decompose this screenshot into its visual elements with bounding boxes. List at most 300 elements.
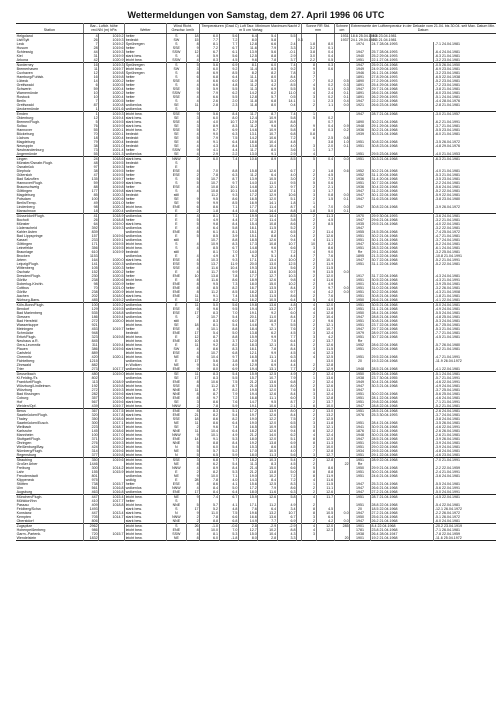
temp-max-cell: 9.6 bbox=[238, 58, 257, 63]
temp-max-cell: 18.1 bbox=[238, 270, 257, 274]
temp-air-cell: 4.5 bbox=[200, 339, 219, 343]
temp-min-cell: 8.8 bbox=[258, 234, 277, 238]
max-record-cell: 30.0 22.04.1968 bbox=[370, 392, 433, 396]
temp-air-cell: 7.8 bbox=[200, 404, 219, 409]
dewpoint-cell: 7.6 bbox=[219, 400, 238, 404]
sun-hours-cell: 2 bbox=[302, 258, 316, 262]
temp-air-cell: 10.7 bbox=[200, 181, 219, 185]
min-record-cell: -5.3 21.04.1981 bbox=[434, 173, 496, 177]
temp-air-cell: 6.8 bbox=[200, 458, 219, 463]
temp-5cm-cell: 2.1 bbox=[277, 404, 296, 409]
wind-direction-cell: ENE bbox=[166, 396, 187, 400]
min-record-cell: -5.7 21.04.1991 bbox=[434, 376, 496, 380]
wind-speed-cell: 26 bbox=[187, 524, 200, 529]
since-year-cell: 1951 bbox=[350, 294, 371, 298]
pressure-cell: 1020.4 bbox=[99, 136, 125, 140]
temp-air-cell: 8.2 bbox=[200, 470, 219, 474]
station-cell: Garm.-Partenk. bbox=[16, 532, 42, 537]
table-header-row bbox=[16, 24, 496, 34]
rain-cell: 2.0 bbox=[316, 144, 334, 148]
altitude-cell: 100 bbox=[83, 433, 99, 437]
since-year-cell: 1948 bbox=[350, 433, 371, 437]
altitude-cell: 100 bbox=[83, 303, 99, 308]
pressure-cell: 1020.9 bbox=[99, 58, 125, 63]
dewpoint-cell: 5.4 bbox=[219, 413, 238, 417]
pressure-cell: 1020.9 bbox=[99, 282, 125, 286]
altitude-cell: 73 bbox=[83, 148, 99, 152]
snow-cell: 0.8 bbox=[334, 136, 350, 140]
rain-cell: 11.9 bbox=[316, 307, 334, 311]
pressure-cell: 1020.2 bbox=[99, 79, 125, 83]
station-cell: Leipzig/Flugh. bbox=[16, 262, 39, 267]
min-record-cell: -4.6 24.04.1981 bbox=[434, 396, 496, 400]
rain-cell: 7.6 bbox=[316, 294, 334, 298]
wind-speed-cell: 2 bbox=[187, 515, 200, 519]
sun-hours-cell: 4 bbox=[302, 152, 316, 157]
wind-speed-cell: 11 bbox=[187, 429, 200, 433]
temp-air-cell: 10.7 bbox=[200, 238, 219, 242]
wind-speed-cell: 4 bbox=[187, 95, 200, 99]
weather-cell: wolkenlos bbox=[125, 209, 166, 214]
dewpoint-cell: 2.3 bbox=[219, 103, 238, 107]
since-year-cell: 1950 bbox=[350, 298, 371, 303]
pressure-cell: 1019.8 bbox=[99, 185, 125, 189]
temp-max-cell: 16.2 bbox=[238, 298, 257, 303]
wind-direction-cell: S bbox=[166, 315, 187, 319]
sun-hours-cell: 8 bbox=[302, 474, 316, 478]
temp-max-cell: 16.7 bbox=[238, 286, 257, 290]
station-cell: Osnabrück bbox=[16, 165, 34, 170]
altitude-cell: 177 bbox=[83, 189, 99, 193]
snow-cell: 285 bbox=[334, 524, 350, 529]
altitude-cell: 463 bbox=[83, 490, 99, 495]
weather-cell: heiter bbox=[125, 185, 166, 189]
temp-air-cell: 8.9 bbox=[200, 466, 219, 470]
rain-cell: 10.7 bbox=[316, 327, 334, 331]
altitude-cell: 377 bbox=[83, 453, 99, 458]
temp-max-cell: 14.0 bbox=[238, 181, 257, 185]
temp-min-cell: 9.7 bbox=[258, 323, 277, 327]
sun-hours-cell: 2 bbox=[302, 519, 316, 524]
wind-direction-cell: SE bbox=[166, 136, 187, 140]
since-year-cell: Re bbox=[350, 250, 371, 254]
wind-direction-cell: S bbox=[166, 242, 187, 246]
temp-max-cell: 11.3 bbox=[238, 462, 257, 466]
wind-speed-cell: 2 bbox=[187, 425, 200, 429]
weather-cell: wolkenlos bbox=[125, 230, 166, 234]
dewpoint-cell: 4.9 bbox=[219, 433, 238, 437]
temp-max-cell: 13.9 bbox=[238, 177, 257, 181]
temp-max-cell: 19.1 bbox=[238, 311, 257, 315]
since-year-cell: 1951 bbox=[350, 262, 371, 266]
wind-speed-cell: 15 bbox=[187, 38, 200, 42]
wind-direction-cell: S bbox=[166, 75, 187, 79]
temp-air-cell: 11.7 bbox=[200, 270, 219, 274]
rain-cell: 2.1 bbox=[316, 185, 334, 189]
since-year-cell: 1890 bbox=[350, 120, 371, 124]
wind-direction-cell: ENE bbox=[166, 413, 187, 417]
min-record-cell: -5.2 22.04.1981 bbox=[434, 262, 496, 266]
min-record-cell: -4.3 21.04.1908 bbox=[434, 290, 496, 294]
temp-air-cell: 7.8 bbox=[200, 173, 219, 177]
altitude-cell: 1215 bbox=[83, 359, 99, 363]
temp-min-cell: 7.8 bbox=[258, 58, 277, 63]
temp-air-cell: 10.7 bbox=[200, 315, 219, 319]
min-record-cell: -4.6 22.04.1991 bbox=[434, 380, 496, 384]
station-cell: Karlsruhe bbox=[16, 429, 32, 434]
wind-direction-cell: S bbox=[166, 42, 187, 46]
max-record-cell: 28.5 21.04.1968 bbox=[370, 367, 433, 372]
station-cell: Lahr bbox=[16, 470, 24, 475]
temp-5cm-cell: 2.9 bbox=[277, 152, 296, 157]
dewpoint-cell: 3.9 bbox=[219, 234, 238, 238]
wind-direction-cell: ENE bbox=[166, 290, 187, 294]
station-cell: Chemnitz bbox=[16, 355, 32, 360]
snow-cell: 0.3 bbox=[334, 87, 350, 91]
temp-min-cell: 11.4 bbox=[258, 218, 277, 222]
rain-cell: 2.4 bbox=[316, 91, 334, 95]
temp-air-cell: 5.6 bbox=[200, 63, 219, 68]
sun-hours-cell: 2 bbox=[302, 417, 316, 421]
station-cell: Gera-Leumnitz bbox=[16, 343, 41, 348]
max-record-cell: 24.9 29.04.1993 bbox=[370, 67, 433, 71]
rain-cell: 12.0 bbox=[316, 274, 334, 278]
wind-direction-cell: S bbox=[166, 71, 187, 75]
min-record-cell: -2.6 21.04.1981 bbox=[434, 433, 496, 437]
since-year-cell: 1947 bbox=[350, 519, 371, 524]
station-cell: Bad Lippspringe bbox=[16, 234, 43, 239]
max-record-cell: 29.9 30.04.1993 bbox=[370, 214, 433, 219]
min-record-cell: -7.7 21.04.1981 bbox=[434, 331, 496, 335]
temp-5cm-cell: 10.5 bbox=[277, 270, 296, 274]
sun-hours-cell: 2 bbox=[302, 173, 316, 177]
wind-speed-cell: 9 bbox=[187, 148, 200, 152]
station-cell: Berlin/Temp. bbox=[16, 201, 37, 206]
weather-cell: leicht bew. bbox=[125, 67, 166, 71]
temp-5cm-cell: 8.6 bbox=[277, 222, 296, 226]
min-record-cell: -6.9 23.04.1981 bbox=[434, 67, 496, 71]
weather-cell: stark bew. bbox=[125, 507, 166, 511]
snow-cell: 0.5 bbox=[334, 79, 350, 83]
temp-5cm-cell: 6.8 bbox=[277, 380, 296, 384]
wind-direction-cell: S bbox=[166, 181, 187, 185]
since-year-cell: 1781 bbox=[350, 528, 371, 532]
min-record-cell: -5.5 24.04.1981 bbox=[434, 482, 496, 486]
altitude-cell: 1 bbox=[83, 107, 99, 112]
wind-speed-cell: 5 bbox=[187, 87, 200, 91]
temp-min-cell: 9.2 bbox=[258, 311, 277, 315]
temp-max-cell: 19.2 bbox=[238, 441, 257, 445]
min-record-cell: -3.6 24.04.1981 bbox=[434, 214, 496, 219]
weather-cell: stark bew. bbox=[125, 515, 166, 519]
temp-air-cell: 8.9 bbox=[200, 124, 219, 128]
min-record-cell: -3.7 25.04.1981 bbox=[434, 388, 496, 392]
temp-5cm-cell: 7.2 bbox=[277, 250, 296, 254]
blank-cell: 0.3 bbox=[297, 38, 303, 43]
since-year-cell: 1951 bbox=[350, 421, 371, 425]
sun-hours-cell: 2 bbox=[302, 177, 316, 181]
dewpoint-cell: 6.0 bbox=[219, 79, 238, 83]
altitude-cell: 272 bbox=[83, 388, 99, 392]
temp-max-cell: 21.0 bbox=[238, 384, 257, 388]
max-record-cell: 29.6 21.04.1968 bbox=[370, 218, 433, 222]
temp-air-cell: 10.8 bbox=[200, 189, 219, 193]
sun-hours-cell: 5 bbox=[302, 388, 316, 392]
temp-5cm-cell: 7.6 bbox=[277, 327, 296, 331]
pressure-cell: 1020.4 bbox=[99, 140, 125, 144]
altitude-cell: 6 bbox=[83, 83, 99, 87]
max-record-cell: 30.5 21.04.1968 bbox=[370, 303, 433, 308]
temp-min-cell: 11.1 bbox=[258, 355, 277, 359]
rain-cell: 10.0 bbox=[316, 445, 334, 449]
max-record-cell: 30.8 22.04.1968 bbox=[370, 140, 433, 144]
dewpoint-cell: 7.9 bbox=[219, 392, 238, 396]
temp-air-cell: 8.1 bbox=[200, 532, 219, 536]
sun-hours-cell: 5 bbox=[302, 298, 316, 303]
wind-speed-cell: 9 bbox=[187, 511, 200, 515]
temp-max-cell: 18.7 bbox=[238, 319, 257, 323]
wind-direction-cell: NNE bbox=[166, 519, 187, 524]
temp-max-cell: 18.9 bbox=[238, 278, 257, 282]
since-year-cell: 1951 bbox=[350, 458, 371, 463]
temp-min-cell: 7.5 bbox=[258, 339, 277, 343]
altitude-cell: 64 bbox=[83, 222, 99, 226]
temp-max-cell: 11.8 bbox=[238, 103, 257, 107]
altitude-cell: 47 bbox=[83, 173, 99, 177]
max-record-cell: 25.6 21.04.1968 bbox=[370, 515, 433, 519]
dewpoint-cell: 7.5 bbox=[219, 380, 238, 384]
dewpoint-cell: 8.2 bbox=[219, 417, 238, 421]
since-year-cell: 1947 bbox=[350, 112, 371, 117]
temp-air-cell: 9.8 bbox=[200, 222, 219, 226]
wind-speed-cell: 3 bbox=[187, 124, 200, 128]
temp-min-cell: 7.8 bbox=[258, 347, 277, 351]
temp-air-cell: 4.9 bbox=[200, 254, 219, 258]
altitude-cell: 424 bbox=[83, 445, 99, 449]
station-cell: Göttingen bbox=[16, 242, 33, 247]
temp-max-cell: 13.8 bbox=[238, 144, 257, 148]
rain-cell: 4.0 bbox=[316, 298, 334, 303]
weather-cell: bedeckt bbox=[125, 331, 166, 335]
min-record-cell: -4.6 22.04.1991 bbox=[434, 425, 496, 429]
altitude-cell: 314 bbox=[83, 449, 99, 453]
temp-5cm-cell: 7.4 bbox=[277, 112, 296, 117]
altitude-cell: 12 bbox=[83, 71, 99, 75]
wind-speed-cell: 9 bbox=[187, 433, 200, 437]
sun-hours-cell: 2 bbox=[302, 230, 316, 234]
dewpoint-cell: 5.6 bbox=[219, 54, 238, 58]
header-station: Station bbox=[16, 24, 83, 34]
temp-max-cell: 13.8 bbox=[238, 331, 257, 335]
temp-5cm-cell: 6.3 bbox=[277, 490, 296, 495]
min-record-cell: -6.1 24.04.1981 bbox=[434, 246, 496, 250]
max-record-cell: 30.2 21.04.1968 bbox=[370, 234, 433, 238]
rain-cell: 0.8 bbox=[316, 193, 334, 197]
sun-hours-cell: 8 bbox=[302, 437, 316, 441]
wind-direction-cell: S bbox=[166, 83, 187, 87]
max-record-cell: 29.7 21.04.1968 bbox=[370, 87, 433, 91]
temp-max-cell: 6.4 bbox=[238, 34, 257, 39]
max-record-cell: 24.6 21.04.1968 bbox=[370, 474, 433, 478]
pressure-cell: 1019.3 bbox=[99, 226, 125, 230]
wind-speed-cell: 5 bbox=[187, 503, 200, 507]
max-record-cell: 25.9 21.04.1968 bbox=[370, 372, 433, 377]
temp-air-cell: 5.6 bbox=[200, 359, 219, 363]
pressure-cell: 1020.3 bbox=[99, 193, 125, 197]
altitude-cell: 975 bbox=[83, 478, 99, 482]
wind-direction-cell: E bbox=[166, 359, 187, 363]
altitude-cell: 986 bbox=[83, 528, 99, 532]
temp-5cm-cell: 8.4 bbox=[277, 75, 296, 79]
dewpoint-cell: 5.6 bbox=[219, 34, 238, 39]
pressure-cell: 1019.2 bbox=[99, 303, 125, 308]
wind-speed-cell: 9 bbox=[187, 495, 200, 500]
weather-cell: heiter bbox=[125, 83, 166, 87]
wind-direction-cell: NE bbox=[166, 536, 187, 541]
pressure-cell: 1018.6 bbox=[99, 157, 125, 162]
station-cell: Angermünde bbox=[16, 152, 38, 157]
dewpoint-cell: 9.7 bbox=[219, 355, 238, 359]
temp-5cm-cell: 7.6 bbox=[277, 388, 296, 392]
dewpoint-cell: 9.2 bbox=[219, 67, 238, 71]
rain-cell: 0.2 bbox=[316, 83, 334, 87]
max-record-cell: 29.1 22.04.1968 bbox=[370, 250, 433, 254]
station-cell: Giessen bbox=[16, 315, 30, 320]
temp-min-cell: 12.6 bbox=[258, 413, 277, 417]
dewpoint-cell: 4.1 bbox=[219, 503, 238, 507]
temp-min-cell: 12.6 bbox=[258, 169, 277, 173]
station-cell: Lingen bbox=[16, 157, 83, 162]
sun-hours-cell: 3.8 bbox=[302, 50, 316, 54]
pressure-cell: 1020.0 bbox=[99, 319, 125, 323]
rain-cell: 4.5 bbox=[316, 173, 334, 177]
wind-speed-cell: 5 bbox=[187, 218, 200, 222]
wind-speed-cell: 2 bbox=[187, 157, 200, 162]
pressure-cell: 1018.8 bbox=[99, 311, 125, 315]
temp-5cm-cell: 2.4 bbox=[277, 42, 296, 46]
station-cell: Thaley bbox=[16, 417, 28, 422]
station-cell: Magdeburg bbox=[16, 140, 35, 145]
min-record-cell: -4.3 21.04.1991 bbox=[434, 278, 496, 282]
min-record-cell: -3.9 26.04.1972 bbox=[434, 205, 496, 209]
max-record-cell: 27.8 29.04.1993 bbox=[370, 75, 433, 79]
temp-air-cell: 6.4 bbox=[200, 226, 219, 230]
min-record-cell: -7.1 24.04.1981 bbox=[434, 42, 496, 46]
wind-direction-cell: SSE bbox=[166, 128, 187, 132]
max-record-cell: 30.0 21.04.1968 bbox=[370, 470, 433, 474]
temp-max-cell: 15.0 bbox=[238, 532, 257, 536]
wind-direction-cell: SE bbox=[166, 425, 187, 429]
station-cell: Plauen bbox=[16, 347, 28, 352]
rain-cell: 0.5 bbox=[316, 58, 334, 63]
temp-air-cell: 5.6 bbox=[200, 112, 219, 117]
since-year-cell: 1891 bbox=[350, 83, 371, 87]
wind-direction-cell: S bbox=[166, 63, 187, 68]
temp-5cm-cell: 6.0 bbox=[277, 396, 296, 400]
sun-hours-cell: 8 bbox=[302, 507, 316, 511]
weather-cell: leicht bew. bbox=[125, 290, 166, 294]
max-record-cell: 28.6 22.04.1968 bbox=[370, 343, 433, 347]
temp-air-cell: 9.1 bbox=[200, 140, 219, 144]
max-record-cell: 29.7 22.04.1968 bbox=[370, 327, 433, 331]
since-year-cell: 1935 bbox=[350, 222, 371, 226]
weather-cell: leicht bew. bbox=[125, 429, 166, 433]
temp-5cm-cell: 0.5 bbox=[277, 95, 296, 99]
altitude-cell: 79 bbox=[83, 140, 99, 144]
wind-speed-cell: 17 bbox=[187, 311, 200, 315]
max-record-cell: 28.7 21.04.1968 bbox=[370, 112, 433, 117]
temp-min-cell: 12.5 bbox=[258, 372, 277, 377]
pressure-cell: 1020.5 bbox=[99, 83, 125, 87]
snow-cell: 0.0 bbox=[334, 193, 350, 197]
rain-cell: 12.8 bbox=[316, 449, 334, 453]
rain-cell: 12.8 bbox=[316, 311, 334, 315]
max-record-cell: 21.3 22.04.1968 bbox=[370, 254, 433, 258]
wind-direction-cell: NE bbox=[166, 495, 187, 500]
sun-hours-cell: 3 bbox=[302, 425, 316, 429]
station-cell: Augsburg bbox=[16, 490, 32, 495]
rain-cell: 2.5 bbox=[316, 136, 334, 140]
station-cell: Bad Hersfeld bbox=[16, 319, 38, 324]
since-year-cell: 1891 bbox=[350, 91, 371, 95]
min-record-cell: -2.4 21.04.1991 bbox=[434, 470, 496, 474]
temp-max-cell: 17.7 bbox=[238, 205, 257, 209]
max-record-cell: 8.4 22.04.1968 bbox=[370, 524, 433, 529]
pressure-cell: 1020.5 bbox=[99, 274, 125, 278]
wind-direction-cell: NNE bbox=[166, 429, 187, 433]
since-year-cell: 1947 bbox=[350, 490, 371, 495]
dewpoint-cell: 5.3 bbox=[219, 532, 238, 536]
min-record-cell: -2.2 26.04.1972 bbox=[434, 511, 496, 515]
temp-5cm-cell: 4.5 bbox=[277, 445, 296, 449]
wind-direction-cell: SSE bbox=[166, 417, 187, 421]
altitude-cell: 18 bbox=[83, 136, 99, 140]
temp-min-cell: 12.8 bbox=[258, 189, 277, 193]
temp-5cm-cell: -2.9 bbox=[277, 524, 296, 529]
temp-min-cell: 10.4 bbox=[258, 144, 277, 148]
since-year-cell: 20 bbox=[350, 507, 371, 511]
altitude-cell: 311 bbox=[83, 343, 99, 347]
temp-5cm-cell: 6.5 bbox=[277, 421, 296, 425]
weather-cell: leicht bew. bbox=[125, 205, 166, 209]
temp-air-cell: 7.8 bbox=[200, 515, 219, 519]
wind-speed-cell: 5 bbox=[187, 128, 200, 132]
pressure-cell: 1019.3 bbox=[99, 441, 125, 445]
wind-direction-cell: ENE bbox=[166, 294, 187, 298]
temp-max-cell: 13.0 bbox=[238, 152, 257, 157]
altitude-cell: 49 bbox=[83, 201, 99, 205]
min-record-cell: -5.2 21.04.1981 bbox=[434, 404, 496, 409]
snow-cell: 0.0 bbox=[334, 511, 350, 515]
station-cell: Neuruppin bbox=[16, 144, 34, 149]
pressure-cell: 1015.9 bbox=[99, 470, 125, 474]
temp-min-cell: 13.6 bbox=[258, 380, 277, 384]
station-cell: Arkona bbox=[16, 58, 28, 63]
temp-min-cell: 7.9 bbox=[258, 486, 277, 490]
station-cell: Konstanz bbox=[16, 511, 32, 516]
rain-cell: 12.5 bbox=[316, 417, 334, 421]
temp-5cm-cell: 8.6 bbox=[277, 486, 296, 490]
temp-max-cell: 14.9 bbox=[238, 519, 257, 524]
temp-air-cell: 8.6 bbox=[200, 417, 219, 421]
temp-air-cell: 9.5 bbox=[200, 197, 219, 201]
station-cell: Nürnberg/Flugh. bbox=[16, 449, 43, 454]
temp-max-cell: 16.1 bbox=[238, 347, 257, 351]
dewpoint-cell: 6.6 bbox=[219, 515, 238, 519]
max-record-cell: 25.9 21.04.1968 bbox=[370, 63, 433, 68]
rain-cell: 13.0 bbox=[316, 359, 334, 363]
dewpoint-cell: 4.4 bbox=[219, 148, 238, 152]
